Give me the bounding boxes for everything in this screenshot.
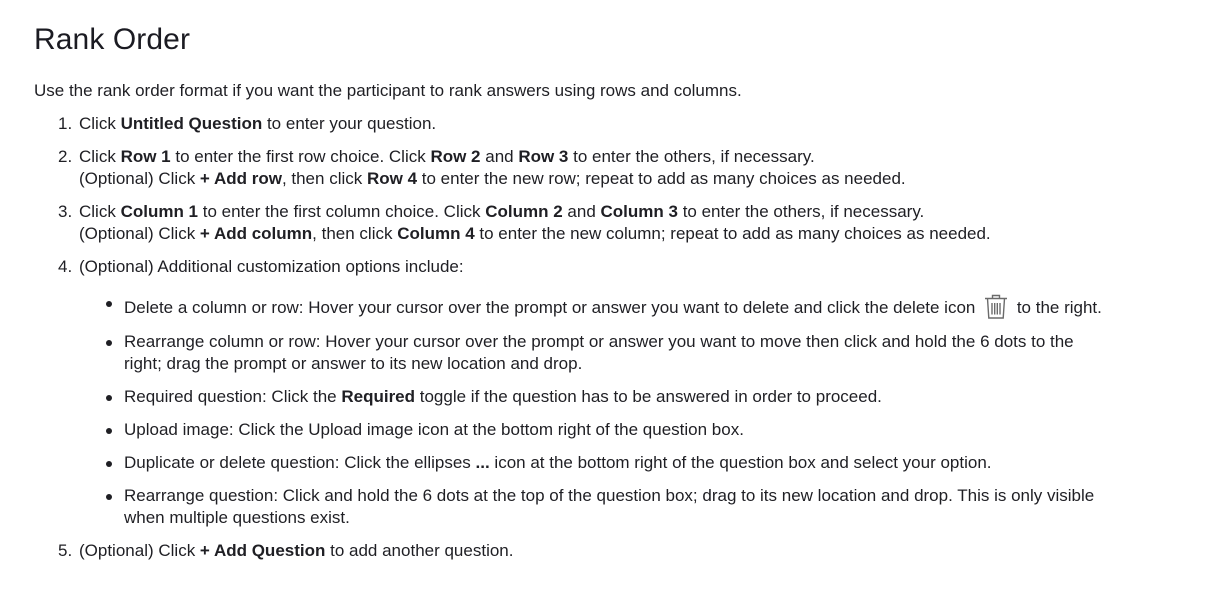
trash-icon (982, 292, 1010, 320)
ui-term: Row 2 (430, 147, 481, 166)
options-list (79, 292, 1184, 529)
ui-term: Column 4 (397, 224, 475, 243)
ui-term: Column 3 (600, 202, 678, 221)
intro-paragraph: Use the rank order format if you want the participant to rank answers using rows and columns. (34, 81, 742, 100)
ui-term: Untitled Question (120, 114, 263, 133)
ui-term: Row 4 (366, 169, 418, 188)
ui-term: Row 1 (120, 147, 171, 166)
step-4: 4. (Optional) Additional customization options include: Delete a column or row: Hover your cursor over the prompt or answer you want to delete and click the delete icon to the right. Rearrange column or row: Hover your cursor over the prompt or answer you want to move then click and hold the 6 dots to the right; drag the prompt or answer to its new location and drop. Required question: Click the Required toggle if the question has to be answered in order to proceed. Upload image: Click the Upload image icon at the bottom right of the question box. Duplicate or delete question: Click the ellipses ... icon at the bottom right of the question box and select your option. Rearrange question: Click and hold the 6 dots at the top of the question box; drag to its new location and drop. This is only visible when multiple questions exist. (34, 256, 1184, 529)
step-1: 1. Click Untitled Question to enter your question. (58, 114, 437, 133)
option-rearrange-row-column: Rearrange column or row: Hover your cursor over the prompt or answer you want to move then click and hold the 6 dots to the right; drag the prompt or answer to its new location and drop. (79, 331, 1104, 375)
step-number: 2. (58, 147, 73, 166)
ui-term: + Add Question (199, 541, 326, 560)
step-line: Click Row 1 to enter the first row choice. Click Row 2 and Row 3 to enter the others, if necessary. (79, 147, 815, 166)
option-duplicate-delete-question: Duplicate or delete question: Click the ellipses ... icon at the bottom right of the question box and select your option. (79, 452, 1104, 474)
step-3 (34, 201, 1184, 245)
option-rearrange-question: Rearrange question: Click and hold the 6 dots at the top of the question box; drag to its new location and drop. This is only visible when multiple questions exist. (79, 485, 1104, 529)
step-number: 4. (58, 257, 73, 276)
step-optional-line: (Optional) Click + Add row, then click Row 4 to enter the new row; repeat to add as many choices as needed. (79, 169, 906, 188)
option-required-question: Required question: Click the Required toggle if the question has to be answered in order to proceed. (79, 386, 1104, 408)
step-2 (34, 146, 1184, 190)
ui-term: Required (341, 387, 416, 406)
step-line: Click Column 1 to enter the first column choice. Click Column 2 and Column 3 to enter the others, if necessary. (79, 202, 925, 221)
ui-term: Row 3 (518, 147, 569, 166)
ui-term: Column 2 (485, 202, 563, 221)
step-optional-line: (Optional) Click + Add column, then click Column 4 to enter the new column; repeat to add as many choices as needed. (79, 224, 991, 243)
step-number: 5. (58, 541, 73, 560)
option-upload-image: Upload image: Click the Upload image icon at the bottom right of the question box. (79, 419, 1104, 441)
ui-term: + Add row (199, 169, 282, 188)
step-5: 5. (Optional) Click + Add Question to add another question. (58, 541, 514, 560)
ui-term: + Add column (199, 224, 313, 243)
ui-term: Column 1 (120, 202, 199, 221)
step-number: 3. (58, 202, 73, 221)
step-number: 1. (58, 114, 73, 133)
option-delete-row-column: Delete a column or row: Hover your cursor over the prompt or answer you want to delete and click the delete icon to the right. (79, 292, 1104, 320)
ui-term: ... (475, 453, 490, 472)
page-title: Rank Order (34, 23, 191, 56)
steps-list (34, 113, 1184, 562)
